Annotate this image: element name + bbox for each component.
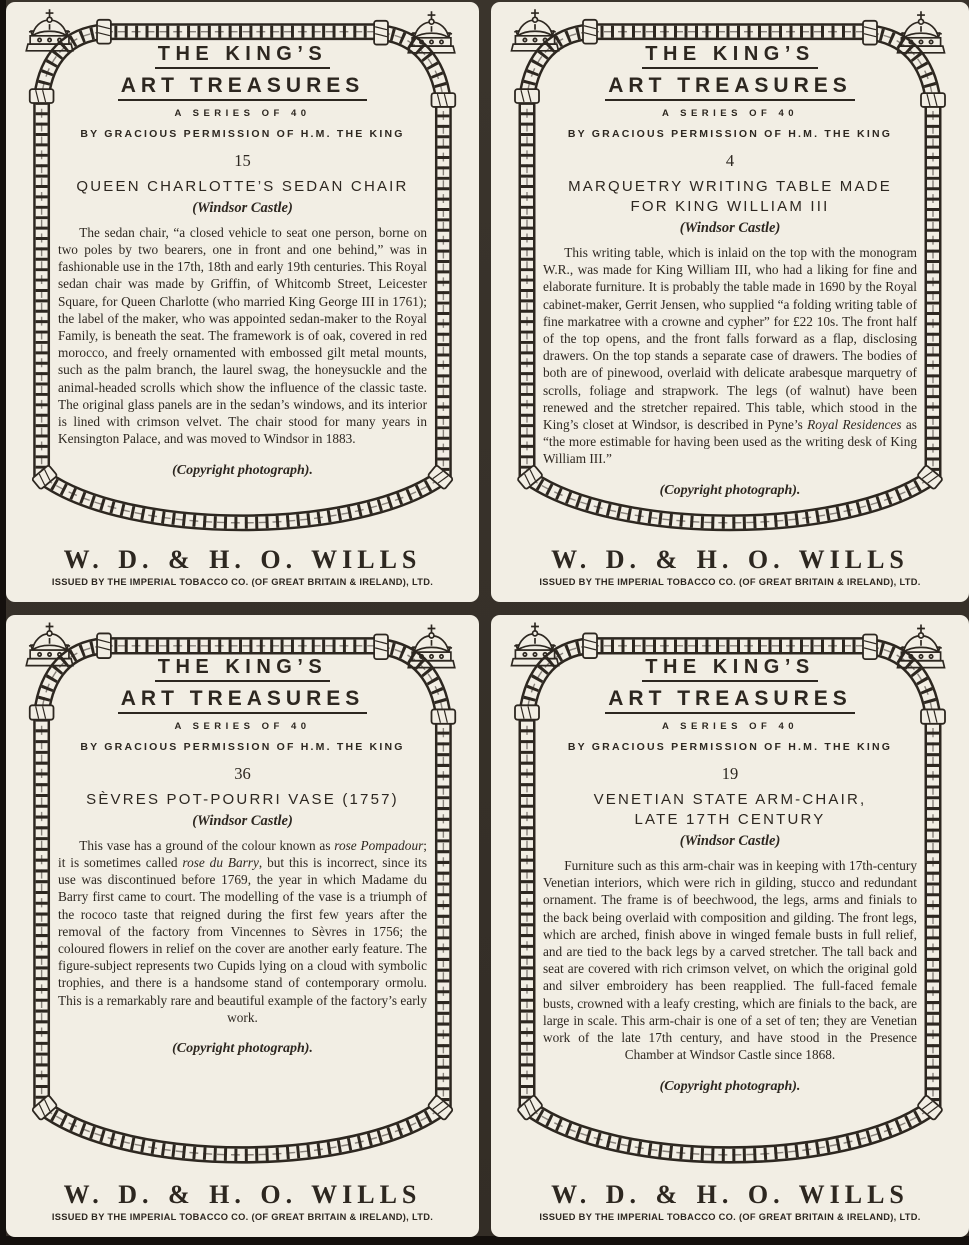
permission-line: BY GRACIOUS PERMISSION OF H.M. THE KING	[567, 128, 893, 140]
card-back-36	[6, 615, 479, 1237]
series-title-line2: ART TREASURES	[118, 75, 368, 101]
card-title-line2: LATE 17TH CENTURY	[634, 810, 826, 828]
permission-line: BY GRACIOUS PERMISSION OF H.M. THE KING	[80, 128, 405, 140]
brand-block	[52, 547, 433, 593]
copyright-line: (Copyright photograph).	[172, 462, 313, 478]
brand-block	[539, 547, 920, 593]
copyright-line: (Copyright photograph).	[172, 1041, 313, 1057]
card-body-text: This vase has a ground of the colour known as rose Pompadour; it is sometimes called rose du Barry, but this is incorrect, since its use was discontinued before 1769, the year in which Madame du Barry first came to court. The modelling of the vase is a triumph of the rococo taste that reigned during the first few years after the removal of the factory from Vincennes to Sèvres in 1756; the coloured flowers in relief on the cover are another early feature. The figure-subject represents two Cupids lying on a cloud with symbolic trophies, and there is a handsome stand of contemporary ormolu. This is a remarkably rare and beautiful example of the factory’s early work.	[58, 837, 427, 1025]
copyright-line: (Copyright photograph).	[659, 482, 801, 498]
series-count-line: A SERIES OF 40	[174, 721, 311, 732]
series-title-line2: ART TREASURES	[118, 688, 368, 714]
card-location: (Windsor Castle)	[679, 220, 781, 236]
card-content	[6, 2, 479, 602]
brand-name: W. D. & H. O. WILLS	[63, 545, 422, 574]
card-title-line1: SÈVRES POT-POURRI VASE (1757)	[86, 790, 399, 808]
card-title-line1: MARQUETRY WRITING TABLE MADE	[568, 177, 892, 195]
series-count-line: A SERIES OF 40	[661, 108, 799, 119]
copyright-line: (Copyright photograph).	[659, 1078, 801, 1094]
card-body-text: The sedan chair, “a closed vehicle to seat one person, borne on two poles by two bearers, one in front and one behind,” was in fashionable use in the 17th, 18th and early 19th centuries. This Royal sedan chair was made by Griffin, of Whitcomb Street, Leicester Square, for Queen Charlotte (who married King George III in 1761); the label of the maker, who was appointed sedan-maker to the Royal Family, is beneath the seat. The framework is of oak, covered in red morocco, and freely ornamented with embossed gilt metal mounts, such as the palm branch, the laurel swag, the honeysuckle and the animal-headed scrolls which show the influence of the classic taste. The original glass panels are in the sedan’s windows, and its interior is lined with crimson velvet. The chair stood for many years in Kensington Palace, and was moved to Windsor in 1883.	[58, 224, 427, 447]
card-location: (Windsor Castle)	[679, 833, 781, 849]
card-location: (Windsor Castle)	[192, 812, 293, 829]
card-number: 4	[725, 151, 735, 170]
card-title-line1: QUEEN CHARLOTTE’S SEDAN CHAIR	[76, 177, 409, 195]
brand-name: W. D. & H. O. WILLS	[551, 1180, 909, 1209]
permission-line: BY GRACIOUS PERMISSION OF H.M. THE KING	[567, 741, 893, 753]
issued-by-line: ISSUED BY THE IMPERIAL TOBACCO CO. (OF GREAT BRITAIN & IRELAND), LTD.	[539, 1212, 921, 1222]
brand-block	[52, 1182, 433, 1228]
card-title	[568, 177, 892, 218]
issued-by-line: ISSUED BY THE IMPERIAL TOBACCO CO. (OF GREAT BRITAIN & IRELAND), LTD.	[51, 577, 434, 587]
card-number: 36	[234, 764, 251, 783]
card-location: (Windsor Castle)	[192, 199, 293, 216]
card-back-4	[491, 2, 969, 602]
card-content	[491, 615, 969, 1237]
issued-by-line: ISSUED BY THE IMPERIAL TOBACCO CO. (OF GREAT BRITAIN & IRELAND), LTD.	[539, 577, 921, 587]
card-content	[6, 615, 479, 1237]
brand-name: W. D. & H. O. WILLS	[63, 1180, 422, 1209]
series-count-line: A SERIES OF 40	[174, 108, 311, 119]
card-body-text: Furniture such as this arm-chair was in keeping with 17th-century Venetian interiors, which were rich in gilding, stucco and redundant ornament. The frame is of beechwood, the legs, arms and finials to the back being overlaid with composition and gilding. The front legs, which are arched, finish above in winged female busts in full relief, and are tied to the back legs by a carved stretcher. The tall back and seat are covered with rich crimson velvet, on which the original gold and silver embroidery has been reapplied. The full-faced female busts, crowned with a leafy cresting, which are finials to the back, are large in scale. This arm-chair is one of a set of ten; they are Venetian work of the late 17th century, and have stood in the Presence Chamber at Windsor Castle since 1868.	[543, 858, 917, 1063]
card-title-line1: VENETIAN STATE ARM-CHAIR,	[593, 790, 867, 808]
brand-name: W. D. & H. O. WILLS	[551, 545, 909, 574]
series-title-line1: THE KING’S	[155, 44, 330, 69]
card-number: 15	[234, 151, 251, 170]
card-title	[86, 790, 399, 810]
series-title-line1: THE KING’S	[155, 657, 330, 682]
card-title	[594, 790, 867, 831]
card-body-text: This writing table, which is inlaid on the top with the monogram W.R., was made for King William III, who had a liking for fine and elaborate furniture. It is probably the table made in 1690 by the Royal cabinet-maker, Gerrit Jensen, who supplied “a folding writing table of fine markatree with a crowne and cypher” for £22 10s. The front half of the top opens, and the front falls forward as a flap, disclosing drawers. On the top stands a separate case of drawers. The bodies of both are of pinewood, overlaid with delicate arabesque marquetry of scrolls, foliage and strapwork. The legs (of walnut) have been renewed and the stretcher repaired. This table, which stood in the King’s closet at Windsor, is described in Pyne’s Royal Residences as “the more estimable for having been used as the writing desk of King William III.”	[543, 245, 917, 467]
series-title-line2: ART TREASURES	[605, 688, 855, 714]
card-back-15	[6, 2, 479, 602]
series-count-line: A SERIES OF 40	[661, 721, 799, 732]
card-title	[76, 177, 408, 197]
issued-by-line: ISSUED BY THE IMPERIAL TOBACCO CO. (OF GREAT BRITAIN & IRELAND), LTD.	[51, 1212, 434, 1222]
card-content	[491, 2, 969, 602]
series-title-line1: THE KING’S	[642, 44, 817, 69]
series-title-line1: THE KING’S	[642, 657, 817, 682]
card-title-line2: FOR KING WILLIAM III	[630, 197, 830, 215]
permission-line: BY GRACIOUS PERMISSION OF H.M. THE KING	[80, 741, 405, 753]
card-number: 19	[721, 764, 739, 783]
brand-block	[539, 1182, 920, 1228]
series-title-line2: ART TREASURES	[605, 75, 855, 101]
card-back-19	[491, 615, 969, 1237]
